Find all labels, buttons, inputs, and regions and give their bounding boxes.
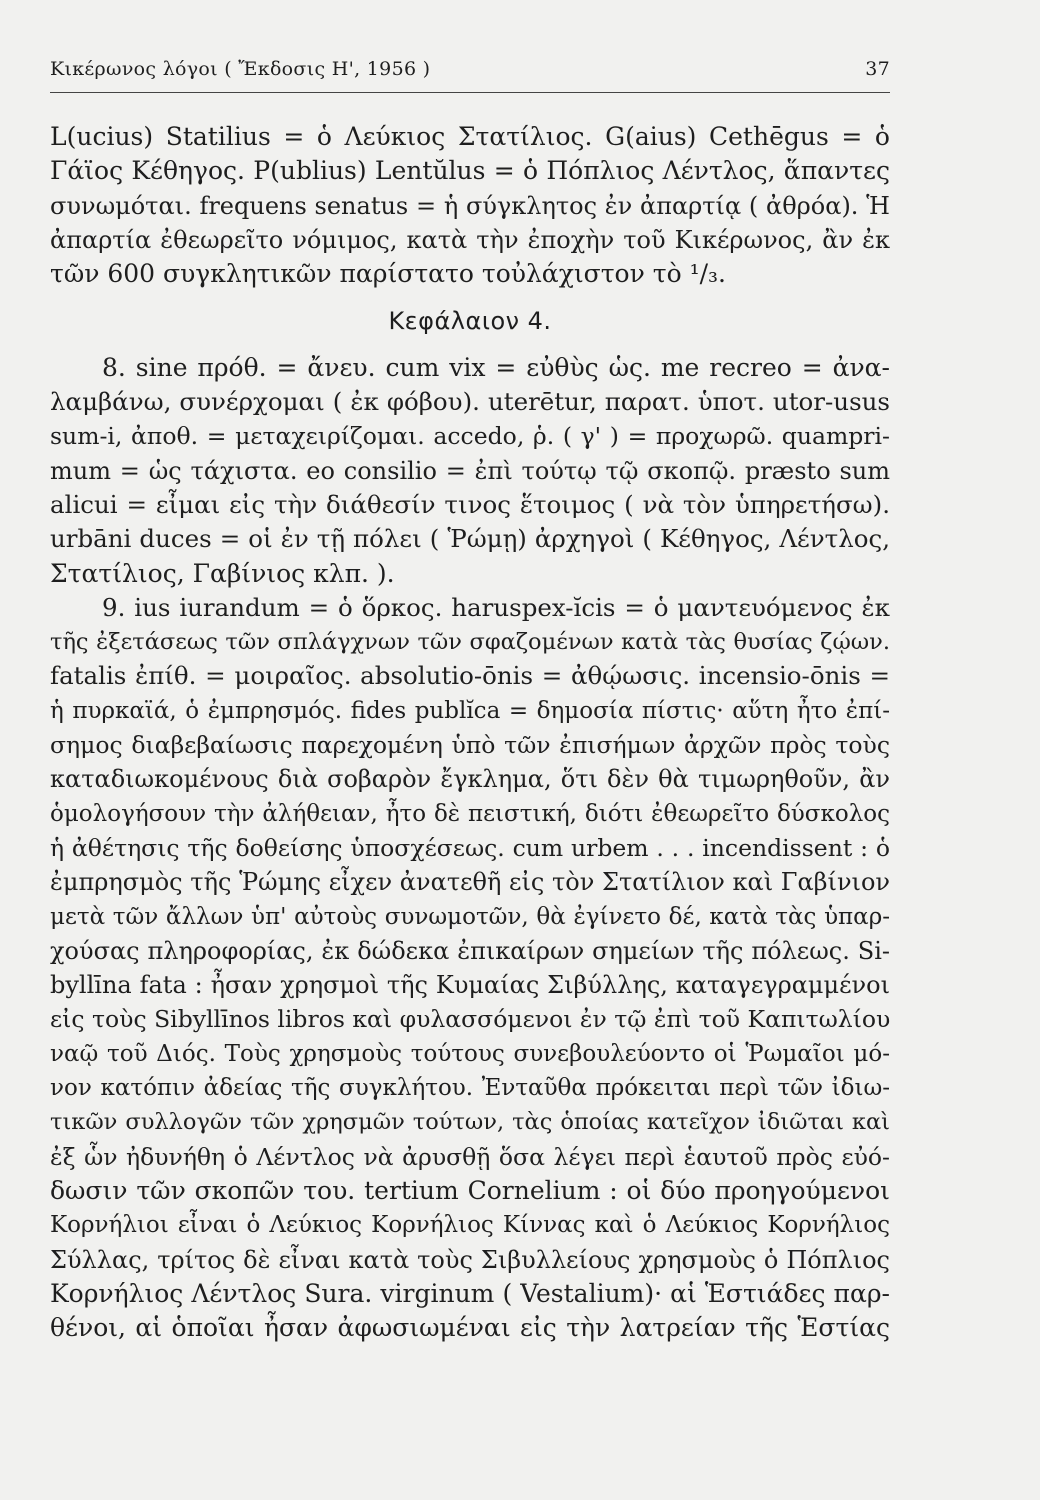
text-line: εἰς τοὺς Sibyllīnos libros καὶ φυλασσόμενοι ἐν τῷ ἐπὶ τοῦ Καπιτωλίου [50,1005,890,1034]
paragraph-9 [50,591,890,1346]
text-line: τῆς ἐξετάσεως τῶν σπλάγχνων τῶν σφαζομένων κατὰ τὰς θυσίας ζῴων. [50,629,890,656]
text-line: τῶν 600 συγκλητικῶν παρίστατο τοὐλάχιστον τὸ ¹/₃. [50,259,726,289]
text-line: 8. sine πρόθ. = ἄνευ. cum vix = εὐθὺς ὡς. me recreo = ἀνα- [102,352,890,382]
text-line: τικῶν συλλογῶν τῶν χρησμῶν τούτων, τὰς ὁποίας κατεῖχον ἰδιῶται καὶ [50,1109,890,1136]
text-line: Γάϊος Κέθηγος. P(ublius) Lentŭlus = ὁ Πόπλιος Λέντλος, ἅπαντες [50,156,890,186]
text-line: νον κατόπιν ἀδείας τῆς συγκλήτου. Ἐνταῦθα πρόκειται περὶ τῶν ἰδιω- [50,1075,890,1102]
text-line: ἀπαρτία ἐθεωρεῖτο νόμιμος, κατὰ τὴν ἐποχὴν τοῦ Κικέρωνος, ἂν ἐκ [50,225,890,254]
text-line: L(ucius) Statilius = ὁ Λεύκιος Στατίλιος. G(aius) Cethēgus = ὁ [50,122,890,151]
text-line: χούσας πληροφορίας, ἐκ δώδεκα ἐπικαίρων σημείων τῆς πόλεως. Si- [50,936,890,965]
text-line: καταδιωκομένους διὰ σοβαρὸν ἔγκλημα, ὅτι δὲν θὰ τιμωρηθοῦν, ἂν [50,765,890,794]
text-line: Κορνήλιος Λέντλος Sura. virginum ( Vestalium)· αἱ Ἑστιάδες παρ- [50,1278,890,1308]
text-line: mum = ὡς τάχιστα. eo consilio = ἐπὶ τούτῳ τῷ σκοπῷ. præsto sum [50,456,890,485]
text-line: ἐμπρησμὸς τῆς Ῥώμης εἶχεν ἀνατεθῆ εἰς τὸν Στατίλιον καὶ Γαβίνιον [50,868,890,897]
text-line: λαμβάνω, συνέρχομαι ( ἐκ φόβου). uterētur, παρατ. ὑποτ. utor-usus [50,387,890,417]
header-rule [50,92,890,93]
text-line: fatalis ἐπίθ. = μοιραῖος. absolutio-ōnis = ἀθῴωσις. incensio-ōnis = [50,661,890,691]
text-line: μετὰ τῶν ἄλλων ὑπ' αὐτοὺς συνωμοτῶν, θὰ ἐγίνετο δέ, κατὰ τὰς ὑπαρ- [50,903,890,930]
text-line: ὁμολογήσουν τὴν ἀλήθειαν, ἦτο δὲ πειστική, διότι ἐθεωρεῖτο δύσκολος [50,800,890,827]
text-line: sum-i, ἀποθ. = μεταχειρίζομαι. accedo, ῥ. ( γ' ) = προχωρῶ. quampri- [50,422,890,451]
text-line: δωσιν τῶν σκοπῶν του. tertium Cornelium : οἱ δύο προηγούμενοι [50,1175,890,1205]
text-line: urbāni duces = οἱ ἐν τῇ πόλει ( Ῥώμῃ) ἀρχηγοὶ ( Κέθηγος, Λέντλος, [50,524,890,554]
page-number: 37 [865,58,890,80]
paragraph-8 [50,351,890,591]
text-line: ἡ πυρκαϊά, ὁ ἐμπρησμός. fides publĭca = δημοσία πίστις· αὕτη ἦτο ἐπί- [50,697,890,724]
page-body [50,120,890,1345]
intro-paragraph [50,120,890,291]
text-line: ἡ ἀθέτησις τῆς δοθείσης ὑποσχέσεως. cum urbem . . . incendissent : ὁ [50,833,890,862]
text-line: Κορνήλιοι εἶναι ὁ Λεύκιος Κορνήλιος Κίννας καὶ ὁ Λεύκιος Κορνήλιος [50,1212,890,1239]
text-line: ἐξ ὧν ἠδυνήθη ὁ Λέντλος νὰ ἀρυσθῇ ὅσα λέγει περὶ ἑαυτοῦ πρὸς εὐό- [50,1142,890,1171]
text-line: byllīna fata : ἦσαν χρησμοὶ τῆς Κυμαίας Σιβύλλης, καταγεγραμμένοι [50,971,890,1000]
text-line: 9. ius iurandum = ὁ ὅρκος. haruspex-ĭcis = ὁ μαντευόμενος ἐκ [102,592,890,622]
text-line: Σύλλας, τρίτος δὲ εἶναι κατὰ τοὺς Σιβυλλείους χρησμοὺς ὁ Πόπλιος [50,1245,890,1274]
text-line: θένοι, αἱ ὁποῖαι ἦσαν ἀφωσιωμέναι εἰς τὴν λατρείαν τῆς Ἑστίας [50,1313,890,1343]
text-line: συνωμόται. frequens senatus = ἡ σύγκλητος ἐν ἀπαρτίᾳ ( ἀθρόα). Ἡ [50,191,890,220]
chapter-heading: Κεφάλαιον 4. [388,307,552,336]
text-line: ναῷ τοῦ Διός. Τοὺς χρησμοὺς τούτους συνεβουλεύοντο οἱ Ῥωμαῖοι μό- [50,1040,890,1067]
text-line: σημος διαβεβαίωσις παρεχομένη ὑπὸ τῶν ἐπισήμων ἀρχῶν πρὸς τοὺς [50,731,890,760]
text-line: alicui = εἶμαι εἰς τὴν διάθεσίν τινος ἕτοιμος ( νὰ τὸν ὑπηρετήσω). [50,489,890,519]
text-line: Στατίλιος, Γαβίνιος κλπ. ). [50,558,395,588]
running-title: Κικέρωνος λόγοι ( Ἔκδοσις Η', 1956 ) [50,58,431,80]
